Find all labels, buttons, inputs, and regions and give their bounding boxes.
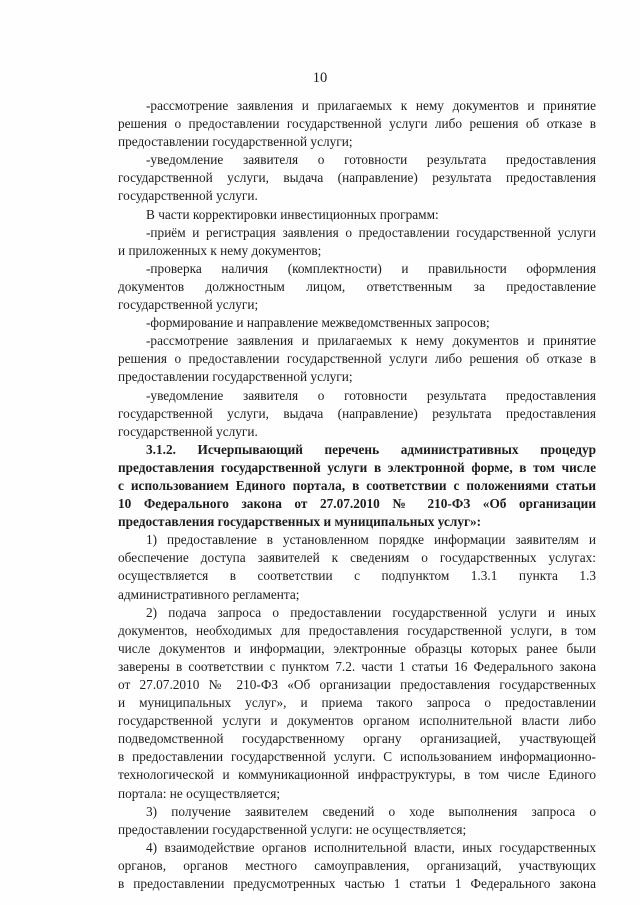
text-line: 4) взаимодействие органов исполнительной власти, иных государственных bbox=[146, 839, 596, 855]
text-line: технологической и коммуникационной инфраструктуры, в том числе Единого bbox=[118, 767, 596, 783]
text-line: государственной услуги; bbox=[118, 297, 259, 313]
page-number: 10 bbox=[312, 70, 328, 86]
text-line: заверены в соответствии с пунктом 7.2. части 1 статьи 16 Федерального закона bbox=[118, 658, 596, 674]
text-line: и приложенных к нему документов; bbox=[118, 242, 322, 258]
text-line: подведомственной государственному органу организацией, участвующей bbox=[118, 731, 596, 747]
text-line: предоставлении государственной услуги; bbox=[118, 134, 353, 150]
text-line: -формирование и направление межведомственных запросов; bbox=[146, 315, 490, 331]
text-line: предоставлении государственной услуги: не осуществляется; bbox=[118, 821, 467, 837]
text-line: 2) подача запроса о предоставлении государственной услуги и иных bbox=[146, 604, 596, 620]
text-line: от 27.07.2010 № 210-ФЗ «Об организации предоставления государственных bbox=[118, 677, 596, 692]
text-line: 1) предоставление в установленном порядке информации заявителям и bbox=[146, 532, 596, 548]
text-line: портала: не осуществляется; bbox=[118, 785, 281, 801]
text-line: 3.1.2. Исчерпывающий перечень административных процедур bbox=[146, 441, 596, 457]
text-line: -рассмотрение заявления и прилагаемых к нему документов и принятие bbox=[146, 98, 596, 113]
text-line: государственной услуги, выдача (направление) результата предоставления bbox=[118, 170, 596, 186]
document-body bbox=[118, 97, 596, 893]
text-line: -уведомление заявителя о готовности результата предоставления bbox=[146, 387, 596, 403]
text-line: в предоставлении предусмотренных частью 1 статьи 1 Федерального закона bbox=[118, 876, 596, 892]
text-line: -проверка наличия (комплектности) и правильности оформления bbox=[146, 260, 596, 276]
text-line: 3) получение заявителем сведений о ходе выполнения запроса о bbox=[146, 803, 596, 819]
text-line: органов, органов местного самоуправления, организаций, участвующих bbox=[118, 857, 596, 873]
text-line: документов, необходимых для предоставления государственной услуги, в том bbox=[118, 622, 596, 638]
text-line: государственной услуги. bbox=[118, 423, 258, 439]
text-line: и муниципальных услуг», и приема такого запроса о предоставлении bbox=[118, 695, 596, 711]
text-line: документов должностным лицом, ответственным за предоставление bbox=[118, 278, 596, 294]
text-line: решения о предоставлении государственной услуги либо решения об отказе в bbox=[118, 116, 596, 132]
text-line: в предоставлении государственной услуги. С использованием информационно- bbox=[118, 749, 596, 765]
text-line: 10 Федерального закона от 27.07.2010 № 210-ФЗ «Об организации bbox=[118, 496, 596, 512]
text-line: решения о предоставлении государственной услуги либо решения об отказе в bbox=[118, 351, 596, 367]
text-line: административного регламента; bbox=[118, 586, 300, 602]
text-line: осуществляется в соответствии с подпунктом 1.3.1 пункта 1.3 bbox=[118, 568, 596, 584]
text-line: числе документов и информации, электронные образцы которых ранее были bbox=[118, 640, 596, 656]
text-line: предоставлении государственной услуги; bbox=[118, 369, 353, 385]
text-line: государственной услуги, выдача (направление) результата предоставления bbox=[118, 405, 596, 421]
text-line: В части корректировки инвестиционных программ: bbox=[146, 206, 439, 222]
text-line: предоставления государственных и муниципальных услуг»: bbox=[118, 514, 482, 530]
text-line: государственной услуги и документов органом исполнительной власти либо bbox=[118, 713, 596, 729]
text-line: с использованием Единого портала, в соответствии с положениями статьи bbox=[118, 477, 596, 493]
text-line: -уведомление заявителя о готовности результата предоставления bbox=[146, 152, 596, 168]
text-line: -приём и регистрация заявления о предоставлении государственной услуги bbox=[146, 224, 596, 240]
text-line: обеспечение доступа заявителей к сведениям о государственных услугах: bbox=[118, 550, 596, 566]
text-line: предоставления государственной услуги в электронной форме, в том числе bbox=[118, 459, 596, 475]
text-line: -рассмотрение заявления и прилагаемых к нему документов и принятие bbox=[146, 333, 596, 349]
text-line: государственной услуги. bbox=[118, 188, 258, 204]
